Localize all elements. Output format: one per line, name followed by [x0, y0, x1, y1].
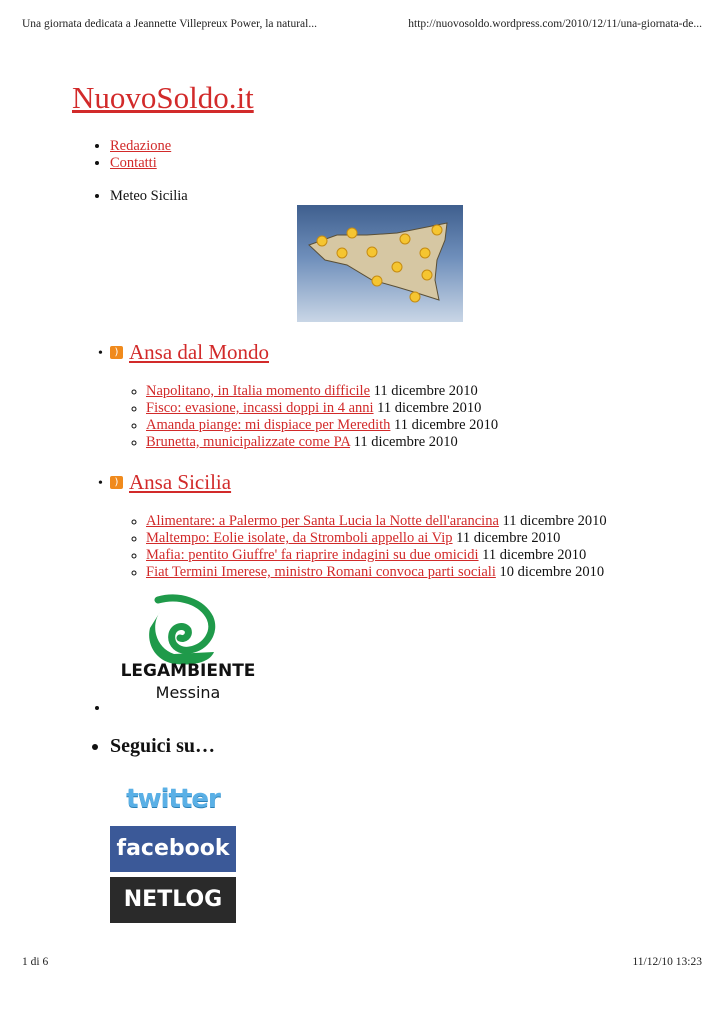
- sun-icon: [410, 292, 420, 302]
- nav-link-contatti[interactable]: Contatti: [110, 155, 157, 171]
- sun-icon: [392, 262, 402, 272]
- print-footer-page: 1 di 6: [22, 956, 49, 968]
- rss-icon[interactable]: ): [110, 346, 123, 359]
- feed-item-link[interactable]: Napolitano, in Italia momento difficile: [146, 383, 371, 399]
- legambiente-logo[interactable]: [110, 592, 266, 704]
- list-item: [146, 513, 607, 530]
- list-item: [146, 530, 607, 547]
- sun-icon: [432, 225, 442, 235]
- sun-icon: [347, 228, 357, 238]
- weather-map-image: [297, 205, 463, 322]
- list-item: [146, 564, 607, 581]
- seguici-label: • Seguici su…: [110, 735, 215, 758]
- feed-item-link[interactable]: Alimentare: a Palermo per Santa Lucia la Notte dell'arancina: [146, 513, 499, 529]
- print-header-title: Una giornata dedicata a Jeannette Villepreux Power, la natural...: [22, 18, 317, 30]
- feed-ansa-sicilia-list: [146, 513, 607, 581]
- twitter-button[interactable]: [110, 776, 236, 822]
- list-item: [146, 417, 498, 434]
- feed-item-link[interactable]: Maltempo: Eolie isolate, da Stromboli appello ai Vip: [146, 530, 453, 546]
- feed-item-link[interactable]: Fiat Termini Imerese, ministro Romani convoca parti sociali: [146, 564, 496, 580]
- feed-item-date: 11 dicembre 2010: [482, 547, 587, 563]
- feed-item-date: 11 dicembre 2010: [353, 434, 458, 450]
- feed-ansa-sicilia-title: • ) Ansa Sicilia: [98, 470, 232, 494]
- feed-item-link[interactable]: Mafia: pentito Giuffre' fa riaprire indagini su due omicidi: [146, 547, 479, 563]
- list-item: [146, 400, 498, 417]
- legambiente-city: Messina: [155, 683, 221, 702]
- feed-item-link[interactable]: Amanda piange: mi dispiace per Meredith: [146, 417, 391, 433]
- nav-link-redazione[interactable]: Redazione: [110, 138, 172, 154]
- meteo-widget: [110, 188, 188, 205]
- list-item: [146, 434, 498, 451]
- nav-menu: [110, 138, 171, 172]
- list-item: [146, 547, 607, 564]
- sun-icon: [400, 234, 410, 244]
- netlog-button[interactable]: [110, 877, 236, 923]
- feed-item-link[interactable]: Brunetta, municipalizzate come PA: [146, 434, 351, 450]
- seguici-heading: [110, 735, 215, 758]
- facebook-logo: facebook: [116, 836, 230, 861]
- feed-item-date: 11 dicembre 2010: [373, 383, 478, 399]
- sun-icon: [317, 236, 327, 246]
- rss-icon[interactable]: ): [110, 476, 123, 489]
- feed-ansa-mondo-link[interactable]: Ansa dal Mondo: [129, 340, 269, 364]
- sun-icon: [337, 248, 347, 258]
- feed-item-date: 11 dicembre 2010: [456, 530, 561, 546]
- nav-item-contatti: [110, 155, 171, 172]
- feed-item-date: 11 dicembre 2010: [394, 417, 499, 433]
- legambiente-name: LEGAMBIENTE: [120, 661, 256, 681]
- sicily-weather-map[interactable]: [297, 205, 463, 322]
- facebook-button[interactable]: [110, 826, 236, 872]
- feed-ansa-mondo-title: • ) Ansa dal Mondo: [98, 340, 269, 364]
- feed-item-date: 10 dicembre 2010: [499, 564, 605, 580]
- swan-logo-icon: [110, 592, 266, 704]
- empty-list-item: [110, 700, 114, 717]
- feed-ansa-sicilia-link[interactable]: Ansa Sicilia: [129, 470, 232, 494]
- feed-item-date: 11 dicembre 2010: [502, 513, 607, 529]
- twitter-logo: twitter: [126, 784, 220, 814]
- feed-ansa-mondo-list: [146, 383, 498, 451]
- sun-icon: [422, 270, 432, 280]
- nav-item-redazione: [110, 138, 171, 155]
- sun-icon: [372, 276, 382, 286]
- print-footer-datetime: 11/12/10 13:23: [632, 956, 702, 968]
- feed-item-date: 11 dicembre 2010: [377, 400, 482, 416]
- sun-icon: [367, 247, 377, 257]
- feed-item-link[interactable]: Fisco: evasione, incassi doppi in 4 anni: [146, 400, 374, 416]
- site-title-link[interactable]: NuovoSoldo.it: [72, 80, 254, 115]
- site-title: [72, 80, 254, 116]
- print-header-url: http://nuovosoldo.wordpress.com/2010/12/11/una-giornata-de...: [408, 18, 702, 30]
- netlog-logo: NETLOG: [123, 887, 223, 912]
- meteo-label: • Meteo Sicilia: [110, 188, 188, 205]
- sun-icon: [420, 248, 430, 258]
- list-item: [146, 383, 498, 400]
